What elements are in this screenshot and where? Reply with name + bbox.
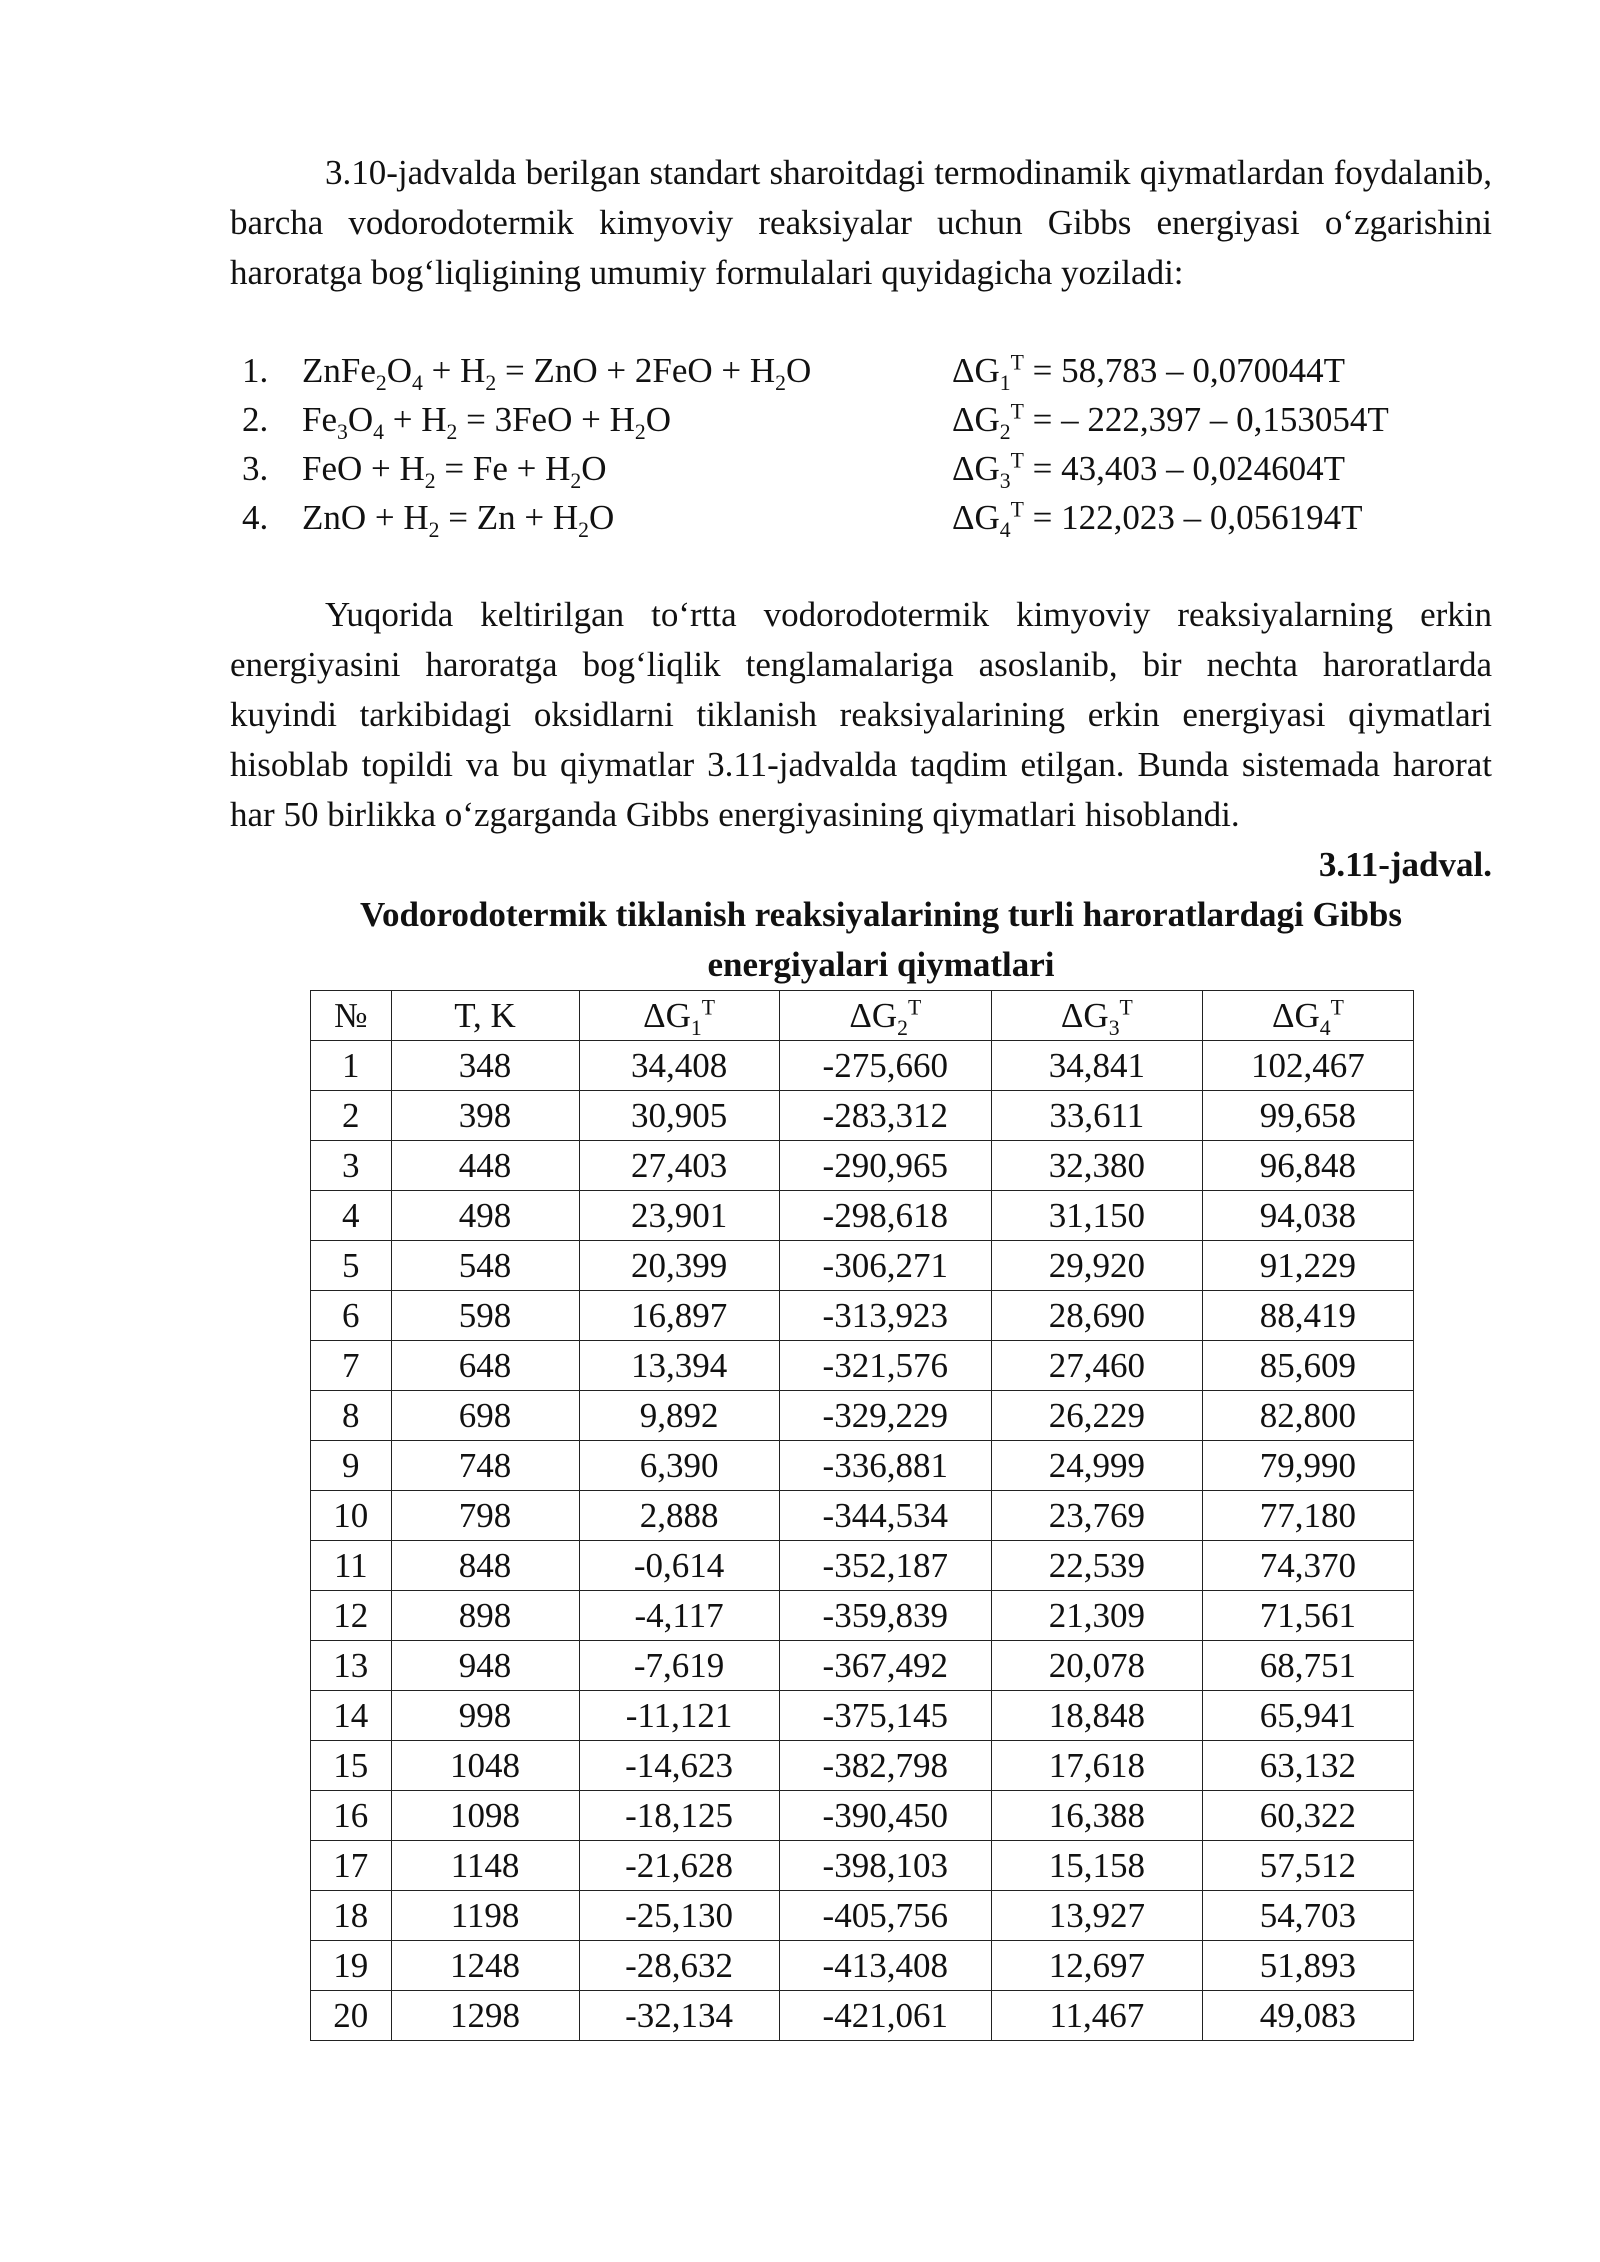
table-cell: 20 [311, 1991, 392, 2041]
table-cell: 57,512 [1202, 1841, 1413, 1891]
table-row [311, 1291, 1414, 1341]
table-cell: 85,609 [1202, 1341, 1413, 1391]
table-cell: 17,618 [991, 1741, 1202, 1791]
table-cell: 1248 [391, 1941, 579, 1991]
equation-reaction: $Fe_3O_4 + H_2 = 3FeO + H_2O$ [302, 400, 671, 444]
header-cell: $\Delta G_2^T$ [779, 991, 991, 1041]
table-cell: 848 [391, 1541, 579, 1591]
table-cell: 94,038 [1202, 1191, 1413, 1241]
table-cell: -352,187 [779, 1541, 991, 1591]
equation-formula: $\Delta G_2^T$ = – 222,397 – 0,153054T [952, 399, 1389, 444]
table-row [311, 1791, 1414, 1841]
equation-number: 4. [242, 498, 269, 537]
table-cell: 54,703 [1202, 1891, 1413, 1941]
table-cell: 598 [391, 1291, 579, 1341]
second-paragraph: Yuqorida keltirilgan to‘rtta vodorodotermik kimyoviy reaksiyalarning erkin energiyasini haroratga bog‘liqlik tenglamalariga asoslanib, bir nechta haroratlarda kuyindi tarkibidagi oksidlarni tiklanish reaksiyalarining erkin energiyasi qiymatlari hisoblab topildi va bu qiymatlar 3.11-jadvalda taqdim etilgan. Bunda sistemada harorat har 50 birlikka o‘zgarganda Gibbs energiyasining qiymatlari hisoblandi. [230, 595, 1492, 834]
table-cell: 13,927 [991, 1891, 1202, 1941]
table-cell: -329,229 [779, 1391, 991, 1441]
table-cell: 27,403 [579, 1141, 779, 1191]
table-cell: 32,380 [991, 1141, 1202, 1191]
equation-row [230, 346, 1492, 395]
table-cell: 3 [311, 1141, 392, 1191]
table-row [311, 1341, 1414, 1391]
table-cell: 21,309 [991, 1591, 1202, 1641]
table-cell: 548 [391, 1241, 579, 1291]
document-page [230, 148, 1492, 2041]
table-row [311, 1441, 1414, 1491]
table-cell: -25,130 [579, 1891, 779, 1941]
table-cell: 28,690 [991, 1291, 1202, 1341]
table-cell: 5 [311, 1241, 392, 1291]
table-row [311, 1191, 1414, 1241]
table-cell: 30,905 [579, 1091, 779, 1141]
table-cell: 16,388 [991, 1791, 1202, 1841]
equation-number: 3. [242, 449, 269, 488]
table-cell: -375,145 [779, 1691, 991, 1741]
table-cell: 24,999 [991, 1441, 1202, 1491]
table-cell: 77,180 [1202, 1491, 1413, 1541]
table-cell: 23,901 [579, 1191, 779, 1241]
table-row [311, 1641, 1414, 1691]
table-body [311, 1041, 1414, 2041]
table-cell: 2 [311, 1091, 392, 1141]
table-cell: -321,576 [779, 1341, 991, 1391]
table-row [311, 1091, 1414, 1141]
table-cell: 74,370 [1202, 1541, 1413, 1591]
table-cell: -32,134 [579, 1991, 779, 2041]
table-cell: -275,660 [779, 1041, 991, 1091]
table-cell: 6,390 [579, 1441, 779, 1491]
table-cell: -359,839 [779, 1591, 991, 1641]
table-cell: 27,460 [991, 1341, 1202, 1391]
table-cell: 13 [311, 1641, 392, 1691]
table-cell: 34,841 [991, 1041, 1202, 1091]
table-cell: -28,632 [579, 1941, 779, 1991]
table-cell: 19 [311, 1941, 392, 1991]
table-row [311, 1141, 1414, 1191]
gibbs-energy-table [310, 990, 1414, 2041]
table-row [311, 1691, 1414, 1741]
table-cell: 31,150 [991, 1191, 1202, 1241]
table-cell: 498 [391, 1191, 579, 1241]
table-cell: 398 [391, 1091, 579, 1141]
intro-paragraph: 3.10-jadvalda berilgan standart sharoitdagi termodinamik qiymatlardan foydalanib, barcha vodorodotermik kimyoviy reaksiyalar uchun Gibbs energiyasi o‘zgarishini haroratga bog‘liqligining umumiy formulalari quyidagicha yoziladi: [230, 153, 1492, 292]
table-cell: 71,561 [1202, 1591, 1413, 1641]
header-cell: T, K [391, 991, 579, 1041]
table-cell: 11 [311, 1541, 392, 1591]
table-cell: 14 [311, 1691, 392, 1741]
table-cell: 91,229 [1202, 1241, 1413, 1291]
table-cell: 6 [311, 1291, 392, 1341]
table-row [311, 1741, 1414, 1791]
table-header-row [311, 991, 1414, 1041]
table-row [311, 1591, 1414, 1641]
equation-row [230, 395, 1492, 444]
table-cell: 9 [311, 1441, 392, 1491]
equation-formula: $\Delta G_3^T = 43,403 - 0,024604T$ [952, 448, 1346, 493]
table-label: 3.11-jadval. [1318, 845, 1492, 884]
table-cell: 1 [311, 1041, 392, 1091]
table-cell: 7 [311, 1341, 392, 1391]
table-cell: 68,751 [1202, 1641, 1413, 1691]
table-cell: -344,534 [779, 1491, 991, 1541]
table-cell: 1098 [391, 1791, 579, 1841]
table-cell: 15 [311, 1741, 392, 1791]
table-cell: 698 [391, 1391, 579, 1441]
table-cell: -306,271 [779, 1241, 991, 1291]
table-cell: 1148 [391, 1841, 579, 1891]
table-cell: -313,923 [779, 1291, 991, 1341]
table-cell: 448 [391, 1141, 579, 1191]
table-cell: 998 [391, 1691, 579, 1741]
table-cell: 18,848 [991, 1691, 1202, 1741]
table-cell: 1198 [391, 1891, 579, 1941]
table-cell: 29,920 [991, 1241, 1202, 1291]
table-cell: -21,628 [579, 1841, 779, 1891]
table-cell: 33,611 [991, 1091, 1202, 1141]
equation-row [230, 444, 1492, 493]
table-row [311, 1991, 1414, 2041]
table-cell: 51,893 [1202, 1941, 1413, 1991]
table-cell: -413,408 [779, 1941, 991, 1991]
table-cell: 96,848 [1202, 1141, 1413, 1191]
table-row [311, 1041, 1414, 1091]
table-cell: -14,623 [579, 1741, 779, 1791]
table-cell: 948 [391, 1641, 579, 1691]
table-cell: 102,467 [1202, 1041, 1413, 1091]
equation-reaction: FeO + $H_2 = Fe + H_2O$ [302, 449, 607, 493]
table-cell: 20,399 [579, 1241, 779, 1291]
table-cell: -367,492 [779, 1641, 991, 1691]
table-cell: -421,061 [779, 1991, 991, 2041]
table-cell: 99,658 [1202, 1091, 1413, 1141]
table-cell: 798 [391, 1491, 579, 1541]
table-cell: 16 [311, 1791, 392, 1841]
table-cell: 11,467 [991, 1991, 1202, 2041]
table-cell: -290,965 [779, 1141, 991, 1191]
table-cell: 60,322 [1202, 1791, 1413, 1841]
equation-formula: $\Delta G_1^T = 58,783 - 0,070044T$ [952, 350, 1346, 395]
table-cell: 16,897 [579, 1291, 779, 1341]
table-row [311, 1841, 1414, 1891]
table-row [311, 1391, 1414, 1441]
table-cell: 79,990 [1202, 1441, 1413, 1491]
header-cell: $\Delta G_4^T$ [1202, 991, 1413, 1041]
table-title: Vodorodotermik tiklanish reaksiyalarining turli haroratlardagi Gibbs energiyalari qiymatlari [359, 895, 1403, 984]
header-cell: $\Delta G_3^T$ [991, 991, 1202, 1041]
table-cell: -382,798 [779, 1741, 991, 1791]
equation-reaction: ZnO + $H_2 = Zn + H_2O$ [302, 498, 615, 542]
table-cell: -4,117 [579, 1591, 779, 1641]
equation-formula: $\Delta G_4^T = 122,023 - 0,056194T$ [952, 497, 1363, 542]
table-cell: 82,800 [1202, 1391, 1413, 1441]
table-cell: 1048 [391, 1741, 579, 1791]
table-cell: 18 [311, 1891, 392, 1941]
table-row [311, 1541, 1414, 1591]
table-cell: 12 [311, 1591, 392, 1641]
table-cell: 13,394 [579, 1341, 779, 1391]
table-cell: 348 [391, 1041, 579, 1091]
equation-number: 1. [242, 351, 269, 390]
table-row [311, 1241, 1414, 1291]
table-cell: -390,450 [779, 1791, 991, 1841]
header-cell: № [311, 991, 392, 1041]
table-cell: 898 [391, 1591, 579, 1641]
table-cell: 648 [391, 1341, 579, 1391]
table-cell: -298,618 [779, 1191, 991, 1241]
table-row [311, 1891, 1414, 1941]
table-cell: 23,769 [991, 1491, 1202, 1541]
table-cell: -398,103 [779, 1841, 991, 1891]
header-cell: $\Delta G_1^T$ [579, 991, 779, 1041]
equation-reaction: $ZnFe_2O_4 + H_2$ = ZnO + $2FeO + H_2O$ [302, 351, 812, 395]
table-cell: 748 [391, 1441, 579, 1491]
table-cell: 2,888 [579, 1491, 779, 1541]
equation-list [230, 346, 1492, 542]
table-cell: -336,881 [779, 1441, 991, 1491]
table-cell: 8 [311, 1391, 392, 1441]
table-cell: 1298 [391, 1991, 579, 2041]
table-cell: 15,158 [991, 1841, 1202, 1891]
table-cell: -7,619 [579, 1641, 779, 1691]
table-cell: 49,083 [1202, 1991, 1413, 2041]
table-cell: 65,941 [1202, 1691, 1413, 1741]
table-cell: 17 [311, 1841, 392, 1891]
table-cell: 10 [311, 1491, 392, 1541]
table-row [311, 1491, 1414, 1541]
table-cell: 20,078 [991, 1641, 1202, 1691]
equation-row [230, 493, 1492, 542]
table-cell: 22,539 [991, 1541, 1202, 1591]
table-cell: 26,229 [991, 1391, 1202, 1441]
table-cell: -11,121 [579, 1691, 779, 1741]
table-cell: 4 [311, 1191, 392, 1241]
table-cell: 9,892 [579, 1391, 779, 1441]
table-cell: -283,312 [779, 1091, 991, 1141]
table-row [311, 1941, 1414, 1991]
table-cell: 88,419 [1202, 1291, 1413, 1341]
table-cell: 63,132 [1202, 1741, 1413, 1791]
table-cell: -18,125 [579, 1791, 779, 1841]
table-cell: -405,756 [779, 1891, 991, 1941]
equation-number: 2. [242, 400, 269, 439]
table-cell: 34,408 [579, 1041, 779, 1091]
table-cell: 12,697 [991, 1941, 1202, 1991]
table-cell: -0,614 [579, 1541, 779, 1591]
